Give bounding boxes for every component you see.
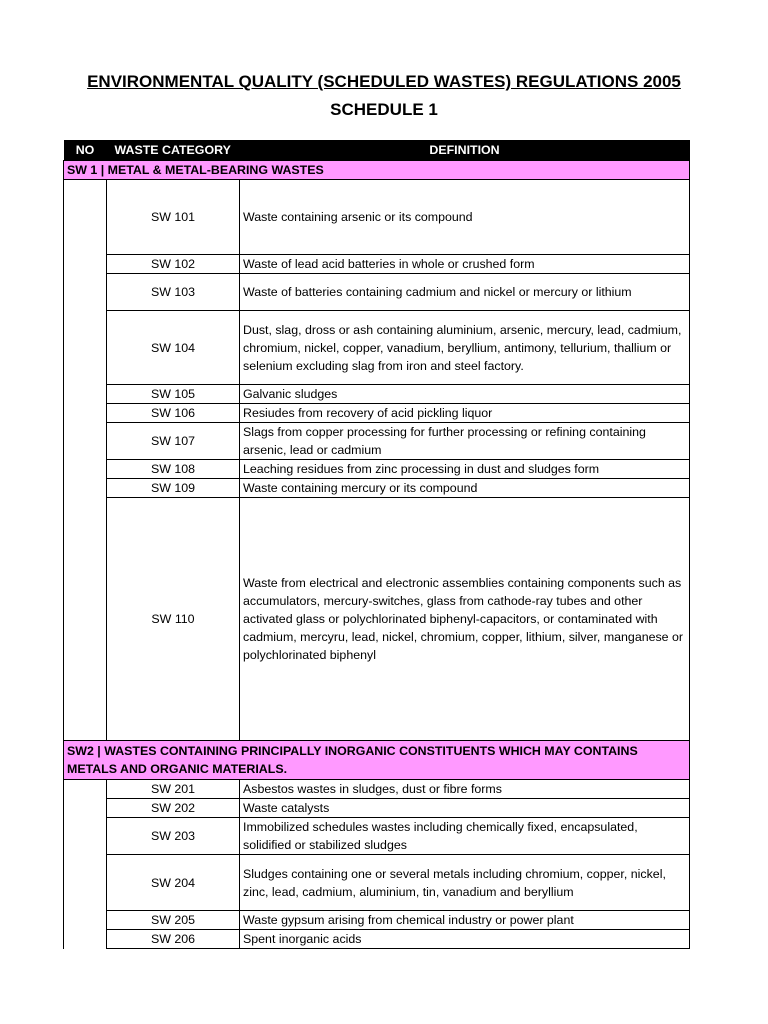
waste-definition: Waste from electrical and electronic assemblies containing components such as accumulators, mercury-switches, glass from cathode-ray tubes and other activated glass or polychlorinated biphenyl-capacitors, or contaminated with cadmium, mercyru, lead, nickel, chromium, copper, lithium, silver, manganese or polychlorinated biphenyl xyxy=(240,498,690,741)
waste-definition: Sludges containing one or several metals including chromium, copper, nickel, zinc, lead, cadmium, aluminium, tin, vanadium and beryllium xyxy=(240,855,690,911)
waste-definition: Waste of batteries containing cadmium and nickel or mercury or lithium xyxy=(240,274,690,311)
table-row xyxy=(64,311,690,385)
table-row xyxy=(64,911,690,930)
waste-code: SW 204 xyxy=(107,855,240,911)
waste-code: SW 206 xyxy=(107,930,240,949)
header-definition: DEFINITION xyxy=(240,140,690,161)
waste-definition: Slags from copper processing for further processing or refining containing arsenic, lead or cadmium xyxy=(240,423,690,460)
waste-code: SW 103 xyxy=(107,274,240,311)
waste-code: SW 110 xyxy=(107,498,240,741)
table-row xyxy=(64,404,690,423)
waste-definition: Immobilized schedules wastes including chemically fixed, encapsulated, solidified or stabilized sludges xyxy=(240,818,690,855)
waste-definition: Waste containing arsenic or its compound xyxy=(240,180,690,255)
waste-definition: Asbestos wastes in sludges, dust or fibre forms xyxy=(240,780,690,799)
table-row xyxy=(64,385,690,404)
waste-definition: Waste gypsum arising from chemical industry or power plant xyxy=(240,911,690,930)
waste-definition: Waste of lead acid batteries in whole or crushed form xyxy=(240,255,690,274)
document-subtitle: SCHEDULE 1 xyxy=(330,100,438,119)
table-row xyxy=(64,479,690,498)
table-row xyxy=(64,460,690,479)
waste-definition: Waste containing mercury or its compound xyxy=(240,479,690,498)
section-heading-row xyxy=(64,161,690,180)
waste-code: SW 101 xyxy=(107,180,240,255)
waste-code: SW 102 xyxy=(107,255,240,274)
waste-definition: Resiudes from recovery of acid pickling liquor xyxy=(240,404,690,423)
waste-code: SW 108 xyxy=(107,460,240,479)
waste-code: SW 205 xyxy=(107,911,240,930)
section-heading: SW 1 | METAL & METAL-BEARING WASTES xyxy=(64,161,690,180)
waste-code: SW 107 xyxy=(107,423,240,460)
table-row xyxy=(64,274,690,311)
table-row xyxy=(64,498,690,741)
header-waste-category: WASTE CATEGORY xyxy=(107,140,240,161)
document-title: ENVIRONMENTAL QUALITY (SCHEDULED WASTES) REGULATIONS 2005 xyxy=(87,72,681,91)
table-row xyxy=(64,180,690,255)
waste-definition: Dust, slag, dross or ash containing aluminium, arsenic, mercury, lead, cadmium, chromium, nickel, copper, vanadium, beryllium, antimony, tellurium, thallium or selenium excluding slag from iron and steel factory. xyxy=(240,311,690,385)
waste-code: SW 105 xyxy=(107,385,240,404)
row-number-cell xyxy=(64,180,107,741)
table-row xyxy=(64,799,690,818)
header-no: NO xyxy=(64,140,107,161)
section-heading: SW2 | WASTES CONTAINING PRINCIPALLY INORGANIC CONSTITUENTS WHICH MAY CONTAINS METALS AND ORGANIC MATERIALS. xyxy=(64,741,690,780)
row-number-cell xyxy=(64,780,107,949)
table-row xyxy=(64,780,690,799)
waste-code: SW 203 xyxy=(107,818,240,855)
table-row xyxy=(64,818,690,855)
waste-definition: Spent inorganic acids xyxy=(240,930,690,949)
table-row xyxy=(64,855,690,911)
waste-definition: Waste catalysts xyxy=(240,799,690,818)
waste-code: SW 109 xyxy=(107,479,240,498)
waste-definition: Galvanic sludges xyxy=(240,385,690,404)
table-row xyxy=(64,930,690,949)
table-row xyxy=(64,423,690,460)
waste-definition: Leaching residues from zinc processing in dust and sludges form xyxy=(240,460,690,479)
schedule-table xyxy=(63,140,690,949)
section-heading-row xyxy=(64,741,690,780)
table-header-row xyxy=(64,140,690,161)
waste-code: SW 202 xyxy=(107,799,240,818)
waste-code: SW 106 xyxy=(107,404,240,423)
waste-code: SW 104 xyxy=(107,311,240,385)
waste-code: SW 201 xyxy=(107,780,240,799)
table-row xyxy=(64,255,690,274)
